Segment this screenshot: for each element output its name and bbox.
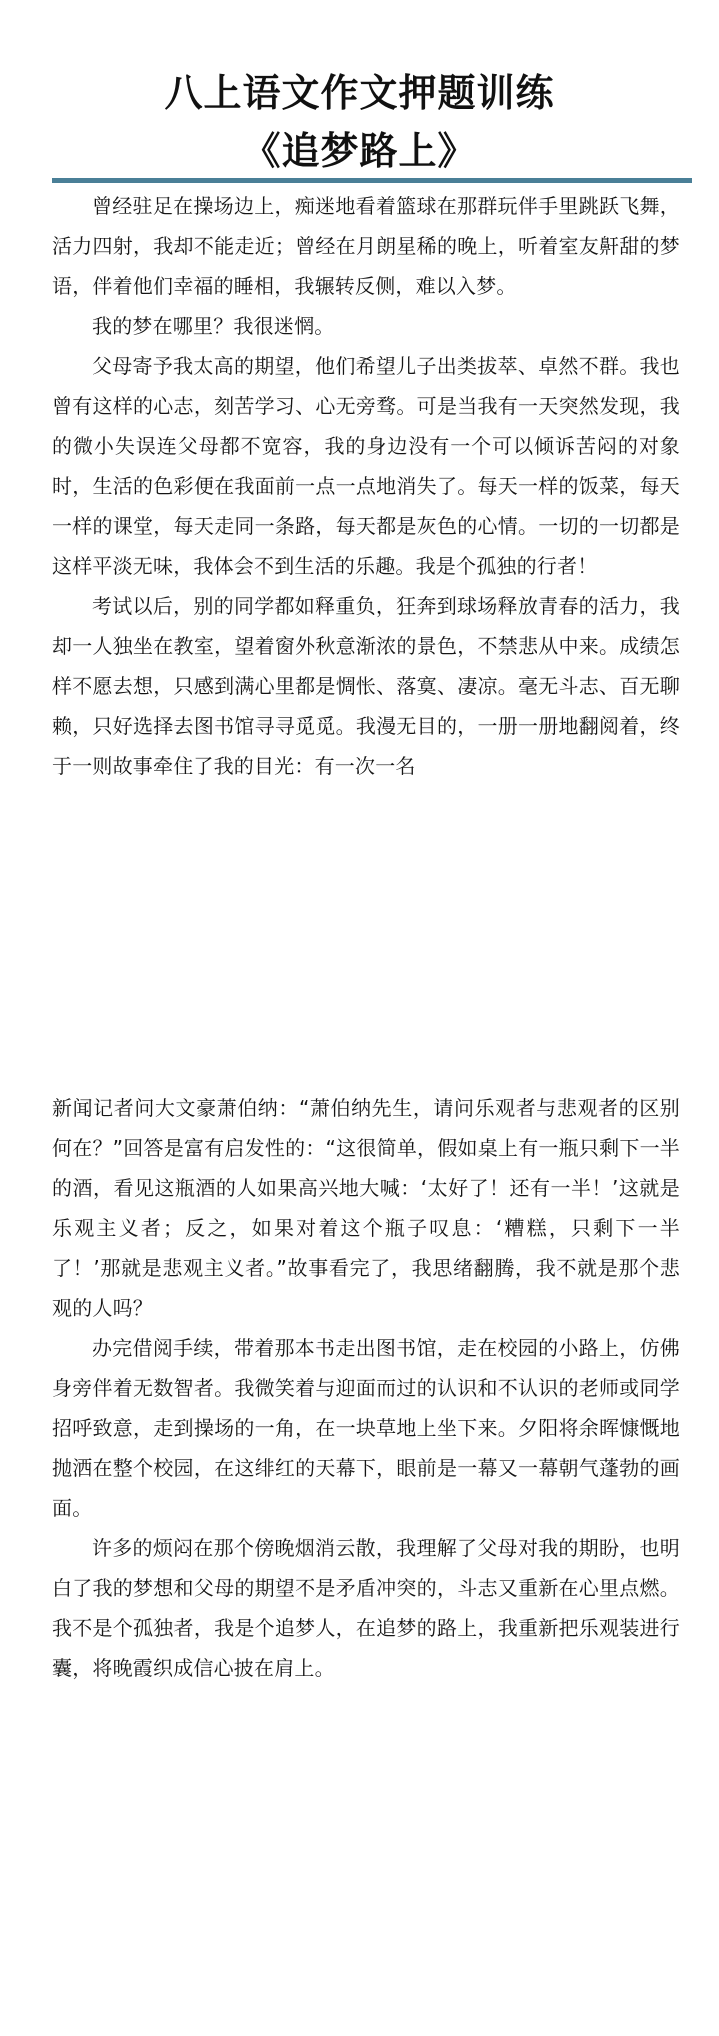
essay-body-upper: [52, 186, 680, 786]
paragraph-2: 我的梦在哪里？我很迷惘。: [92, 314, 335, 338]
paragraph-6: 许多的烦闷在那个傍晚烟消云散，我理解了父母对我的期盼，也明白了我的梦想和父母的期望不是矛盾冲突的，斗志又重新在心里点燃。我不是个孤独者，我是个追梦人，在追梦的路上，我重新把乐观装进行囊，将晚霞织成信心披在肩上。: [52, 1536, 680, 1680]
paragraph-3: 父母寄予我太高的期望，他们希望儿子出类拔萃、卓然不群。我也曾有这样的心志，刻苦学习、心无旁骛。可是当我有一天突然发现，我的微小失误连父母都不宽容，我的身边没有一个可以倾诉苦闷的对象时，生活的色彩便在我面前一点一点地消失了。每天一样的饭菜，每天一样的课堂，每天走同一条路，每天都是灰色的心情。一切的一切都是这样平淡无味，我体会不到生活的乐趣。我是个孤独的行者！: [52, 354, 680, 578]
essay-body-lower: [52, 1088, 680, 1688]
paragraph-5: 办完借阅手续，带着那本书走出图书馆，走在校园的小路上，仿佛身旁伴着无数智者。我微笑着与迎面而过的认识和不认识的老师或同学招呼致意，走到操场的一角，在一块草地上坐下来。夕阳将余晖慷慨地抛洒在整个校园，在这绯红的天幕下，眼前是一幕又一幕朝气蓬勃的画面。: [52, 1336, 680, 1520]
title-divider: [52, 178, 692, 183]
paragraph-4: 考试以后，别的同学都如释重负，狂奔到球场释放青春的活力，我却一人独坐在教室，望着窗外秋意渐浓的景色，不禁悲从中来。成绩怎样不愿去想，只感到满心里都是惆怅、落寞、凄凉。毫无斗志、百无聊赖，只好选择去图书馆寻寻觅觅。我漫无目的，一册一册地翻阅着，终于一则故事牵住了我的目光：有一次一名: [52, 594, 680, 778]
paragraph-4-continued: 新闻记者问大文豪萧伯纳：“萧伯纳先生，请问乐观者与悲观者的区别何在？”回答是富有启发性的：“这很简单，假如桌上有一瓶只剩下一半的酒，看见这瓶酒的人如果高兴地大喊：‘太好了！还有一半！’这就是乐观主义者；反之，如果对着这个瓶子叹息：‘糟糕，只剩下一半了！’那就是悲观主义者。”故事看完了，我思绪翻腾，我不就是那个悲观的人吗？: [52, 1096, 680, 1320]
essay-title: 《追梦路上》: [242, 129, 477, 173]
paragraph-1: 曾经驻足在操场边上，痴迷地看着篮球在那群玩伴手里跳跃飞舞，活力四射，我却不能走近；曾经在月朗星稀的晚上，听着室友鼾甜的梦语，伴着他们幸福的睡相，我辗转反侧，难以入梦。: [52, 194, 680, 298]
document-header: [0, 64, 719, 180]
page-title: 八上语文作文押题训练: [164, 71, 555, 115]
